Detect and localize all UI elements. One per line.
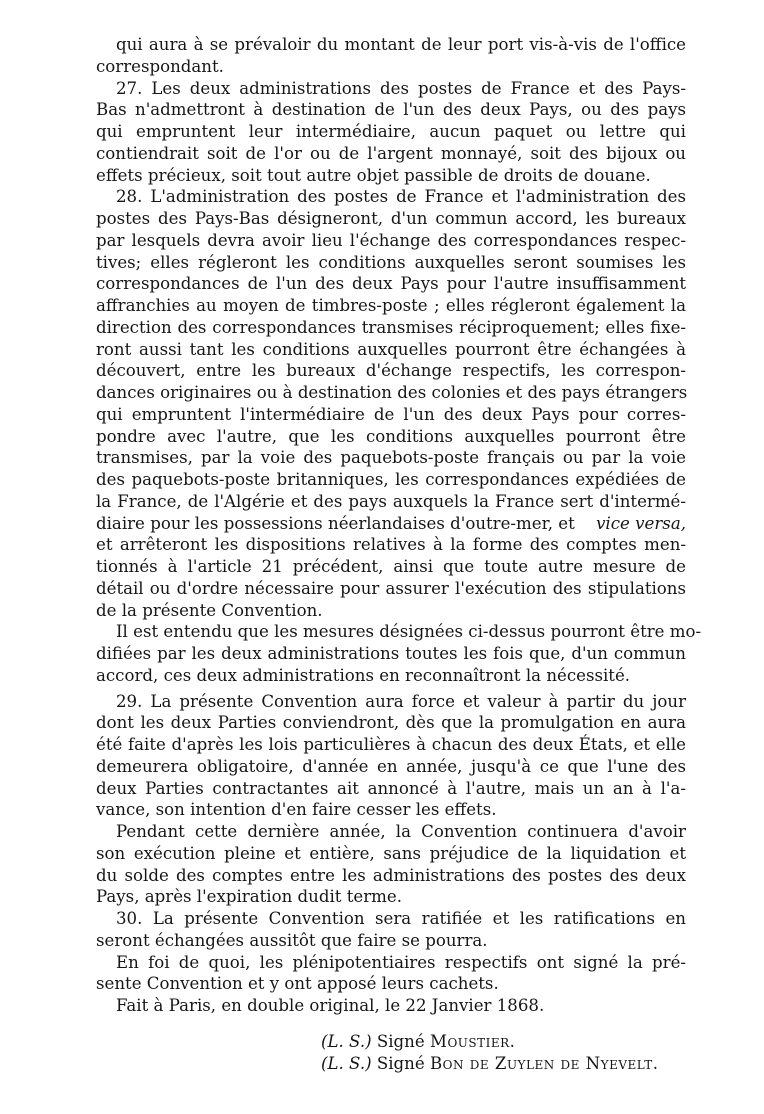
article-28-line: 28. L'administration des postes de France et l'administration des	[116, 187, 686, 207]
date-line: Fait à Paris, en double original, le 22 Janvier 1868.	[116, 996, 545, 1015]
signatory-name: Moustier.	[429, 1031, 516, 1051]
document-page	[96, 34, 702, 1074]
text-line: postes des Pays-Bas désigneront, d'un commun accord, les bureaux	[96, 209, 686, 228]
text-line: correspondances de l'un des deux Pays pour l'autre insuffisamment	[96, 274, 686, 294]
signature-moustier	[96, 1031, 686, 1053]
signatory-name: Bon de Zuylen de Nyevelt.	[429, 1053, 659, 1073]
text-line: de la présente Convention.	[96, 600, 323, 620]
text-line: accord, ces deux administrations en reconnaîtront la nécessité.	[96, 665, 631, 685]
text-line: effets précieux, soit tout autre objet passible de droits de douane.	[96, 165, 651, 185]
text-line: difiées par les deux administrations toutes les fois que, d'un commun	[96, 644, 686, 663]
signature-zuylen	[96, 1053, 686, 1075]
text-line: qui empruntent leur intermédiaire, aucun paquet ou lettre qui	[96, 122, 686, 141]
text-line: transmises, par la voie des paquebots-poste français ou par la voie	[96, 448, 686, 468]
seal-mark: (L. S.)	[321, 1031, 372, 1051]
text-line: qui aura à se prévaloir du montant de leur port vis-à-vis de l'office	[116, 35, 686, 54]
text-line: deux Parties contractantes ait annoncé à l'autre, mais un an à l'a-	[96, 778, 686, 798]
article-29-line: 29. La présente Convention aura force et valeur à partir du jour	[116, 691, 686, 711]
text-line: pondre avec l'autre, que les conditions auxquelles pourront être	[96, 426, 686, 446]
text-line: son exécution pleine et entière, sans préjudice de la liquidation et	[96, 843, 686, 863]
text-line: affranchies au moyen de timbres-poste ; elles régleront également la	[96, 296, 686, 315]
text-fragment: diaire pour les possessions néerlandaises d'outre-mer, et	[96, 513, 575, 533]
text-line	[96, 513, 686, 535]
text-line: détail ou d'ordre nécessaire pour assurer l'exécution des stipulations	[96, 578, 686, 598]
text-line: découvert, entre les bureaux d'échange respectifs, les correspon-	[96, 361, 686, 381]
italic-fragment: vice versa,	[596, 513, 686, 533]
signed-word: Signé	[376, 1031, 425, 1051]
text-line: tives; elles régleront les conditions auxquelles seront soumises les	[96, 252, 686, 272]
text-line: Pays, après l'expiration dudit terme.	[96, 887, 402, 907]
text-line: Bas n'admettront à destination de l'un des deux Pays, ou des pays	[96, 100, 686, 120]
text-line: dances originaires ou à destination des colonies et des pays étrangers	[96, 383, 688, 402]
signed-word: Signé	[376, 1053, 425, 1073]
text-line: direction des correspondances transmises réciproquement; elles fixe-	[96, 317, 686, 337]
text-line: Il est entendu que les mesures désignées ci-dessus pourront être mo-	[116, 622, 702, 642]
text-line: ront aussi tant les conditions auxquelles pourront être échangées à	[96, 339, 686, 359]
text-line: seront échangées aussitôt que faire se pourra.	[96, 930, 488, 950]
text-line: contiendrait soit de l'or ou de l'argent monnayé, soit des bijoux ou	[96, 143, 686, 163]
text-line: dont les deux Parties conviendront, dès que la promulgation en aura	[96, 713, 686, 733]
text-line: la France, de l'Algérie et des pays auxquels la France sert d'intermé-	[96, 491, 686, 511]
text-line: demeurera obligatoire, d'année en année, jusqu'à ce que l'une des	[96, 756, 686, 776]
text-line: tionnés à l'article 21 précédent, ainsi que toute autre mesure de	[96, 557, 686, 576]
text-line: par lesquels devra avoir lieu l'échange des correspondances respec-	[96, 230, 686, 250]
text-line: été faite d'après les lois particulières à chacun des deux États, et elle	[96, 735, 686, 754]
text-line: du solde des comptes entre les administrations des postes des deux	[96, 865, 686, 885]
text-line: vance, son intention d'en faire cesser les effets.	[96, 800, 497, 820]
text-line: En foi de quoi, les plénipotentiaires respectifs ont signé la pré-	[116, 952, 686, 972]
text-line: correspondant.	[96, 56, 224, 76]
seal-mark: (L. S.)	[321, 1053, 372, 1073]
text-line: qui empruntent l'intermédiaire de l'un des deux Pays pour corres-	[96, 404, 686, 424]
article-30-line: 30. La présente Convention sera ratifiée et les ratifications en	[116, 909, 686, 928]
text-line: des paquebots-poste britanniques, les correspondances expédiées de	[96, 470, 686, 489]
article-27-line: 27. Les deux administrations des postes de France et des Pays-	[116, 78, 686, 98]
text-line: Pendant cette dernière année, la Convention continuera d'avoir	[116, 822, 686, 841]
signature-gap	[96, 1017, 686, 1031]
text-line: sente Convention et y ont apposé leurs cachets.	[96, 974, 499, 994]
text-line: et arrêteront les dispositions relatives à la forme des comptes men-	[96, 535, 686, 555]
